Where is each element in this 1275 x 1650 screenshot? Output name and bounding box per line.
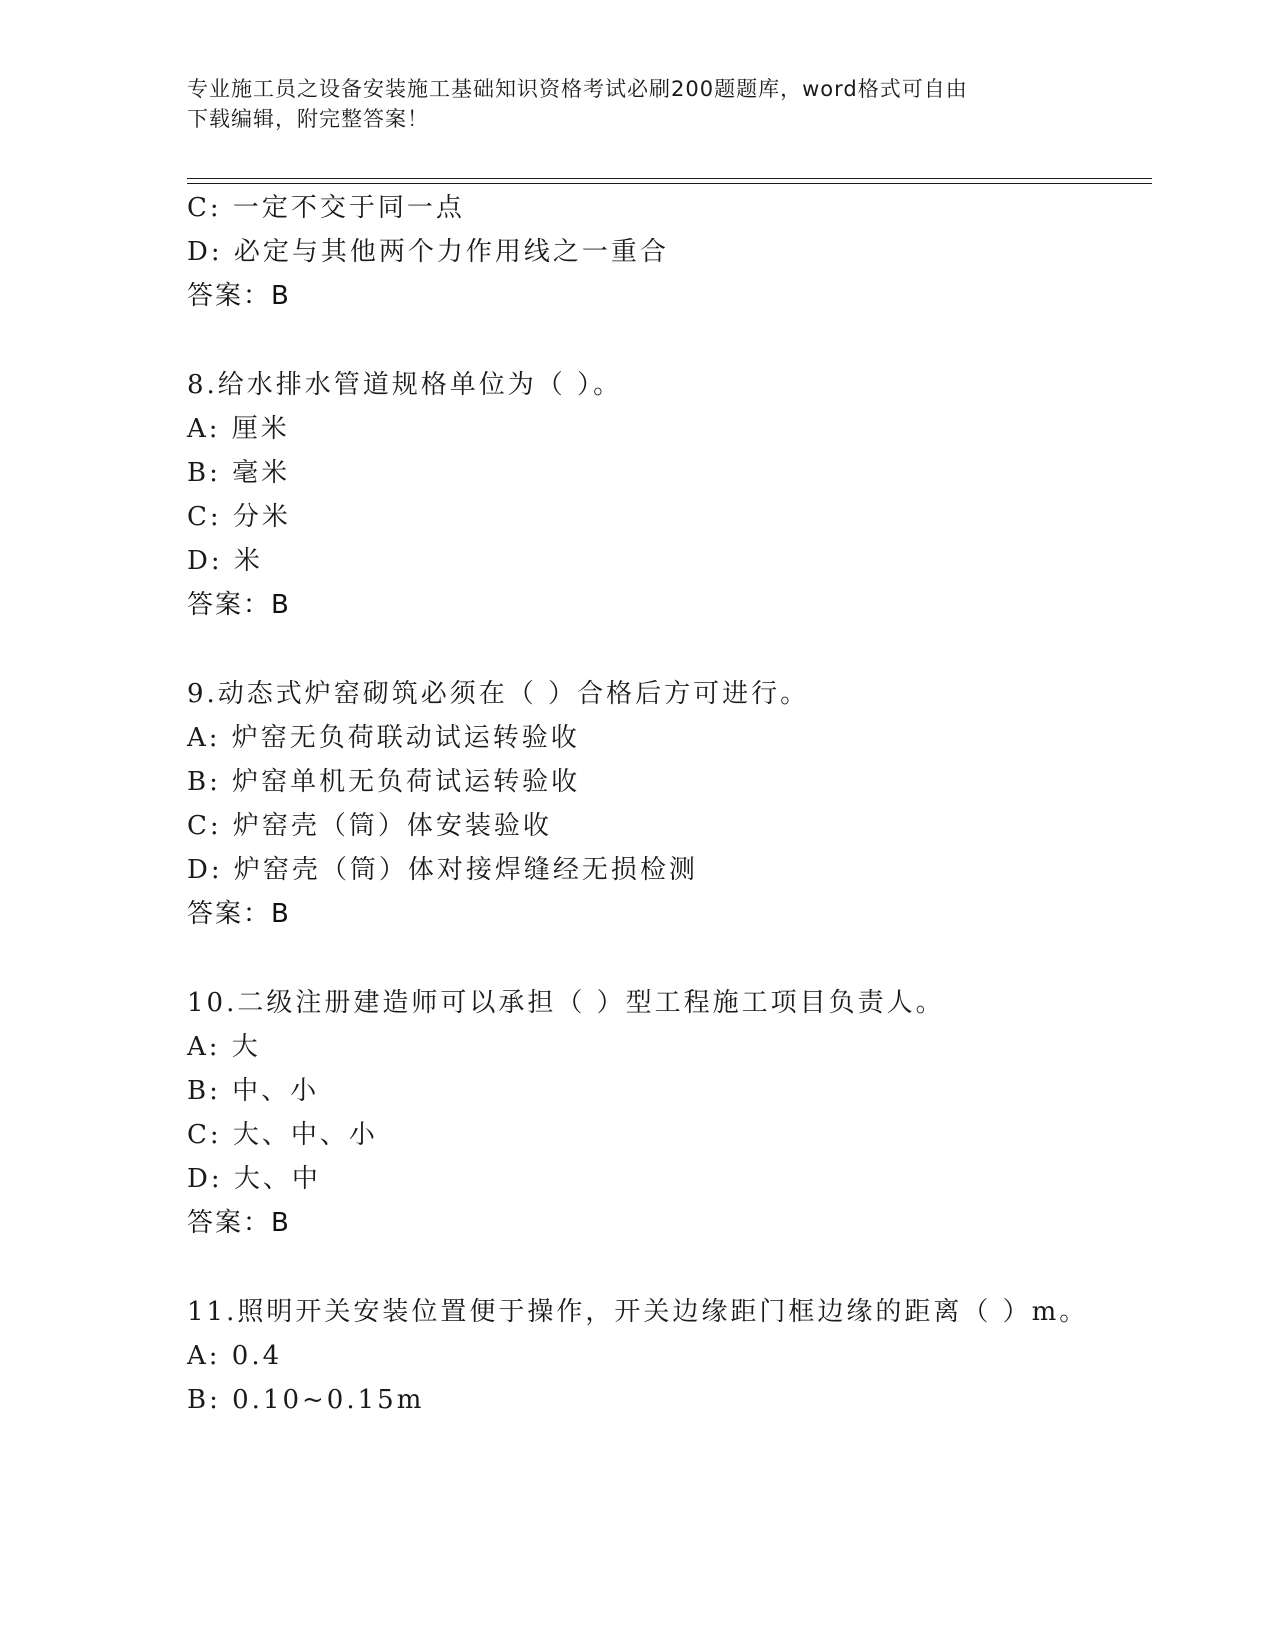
- header-line-2: 下载编辑，附完整答案！: [187, 107, 429, 131]
- q10-option-c: C: 大、中、小: [187, 1120, 378, 1150]
- document-header: [187, 74, 1067, 134]
- q8-question: 8.给水排水管道规格单位为（ ）。: [187, 370, 623, 400]
- q8-option-c: C: 分米: [187, 502, 291, 532]
- q9-answer: 答案：B: [187, 899, 291, 929]
- q7-answer: 答案：B: [187, 281, 291, 311]
- q10-answer: 答案：B: [187, 1208, 291, 1238]
- q7-option-d: D: 必定与其他两个力作用线之一重合: [187, 237, 669, 267]
- q8-answer: 答案：B: [187, 590, 291, 620]
- q9-option-b: B: 炉窑单机无负荷试运转验收: [187, 767, 581, 797]
- q10-question: 10.二级注册建造师可以承担（ ）型工程施工项目负责人。: [187, 988, 945, 1018]
- q9-question: 9.动态式炉窑砌筑必须在（ ）合格后方可进行。: [187, 679, 810, 709]
- q10-option-b: B: 中、小: [187, 1076, 320, 1106]
- header-divider-top: [187, 178, 1152, 179]
- q8-option-b: B: 毫米: [187, 458, 291, 488]
- q9-option-c: C: 炉窑壳（筒）体安装验收: [187, 811, 552, 841]
- q10-option-d: D: 大、中: [187, 1164, 321, 1194]
- q7-option-c: C: 一定不交于同一点: [187, 193, 465, 223]
- q11-option-a: A: 0.4: [187, 1341, 283, 1371]
- q11-question: 11.照明开关安装位置便于操作，开关边缘距门框边缘的距离（ ）m。: [187, 1297, 1089, 1327]
- q10-option-a: A: 大: [187, 1032, 261, 1062]
- q9-option-d: D: 炉窑壳（筒）体对接焊缝经无损检测: [187, 855, 698, 885]
- header-divider-bottom: [187, 183, 1152, 184]
- q8-option-a: A: 厘米: [187, 414, 290, 444]
- q9-option-a: A: 炉窑无负荷联动试运转验收: [187, 723, 580, 753]
- q11-option-b: B: 0.10~0.15m: [187, 1385, 425, 1415]
- header-line-1: 专业施工员之设备安装施工基础知识资格考试必刷200题题库，word格式可自由: [187, 77, 968, 101]
- q8-option-d: D: 米: [187, 546, 263, 576]
